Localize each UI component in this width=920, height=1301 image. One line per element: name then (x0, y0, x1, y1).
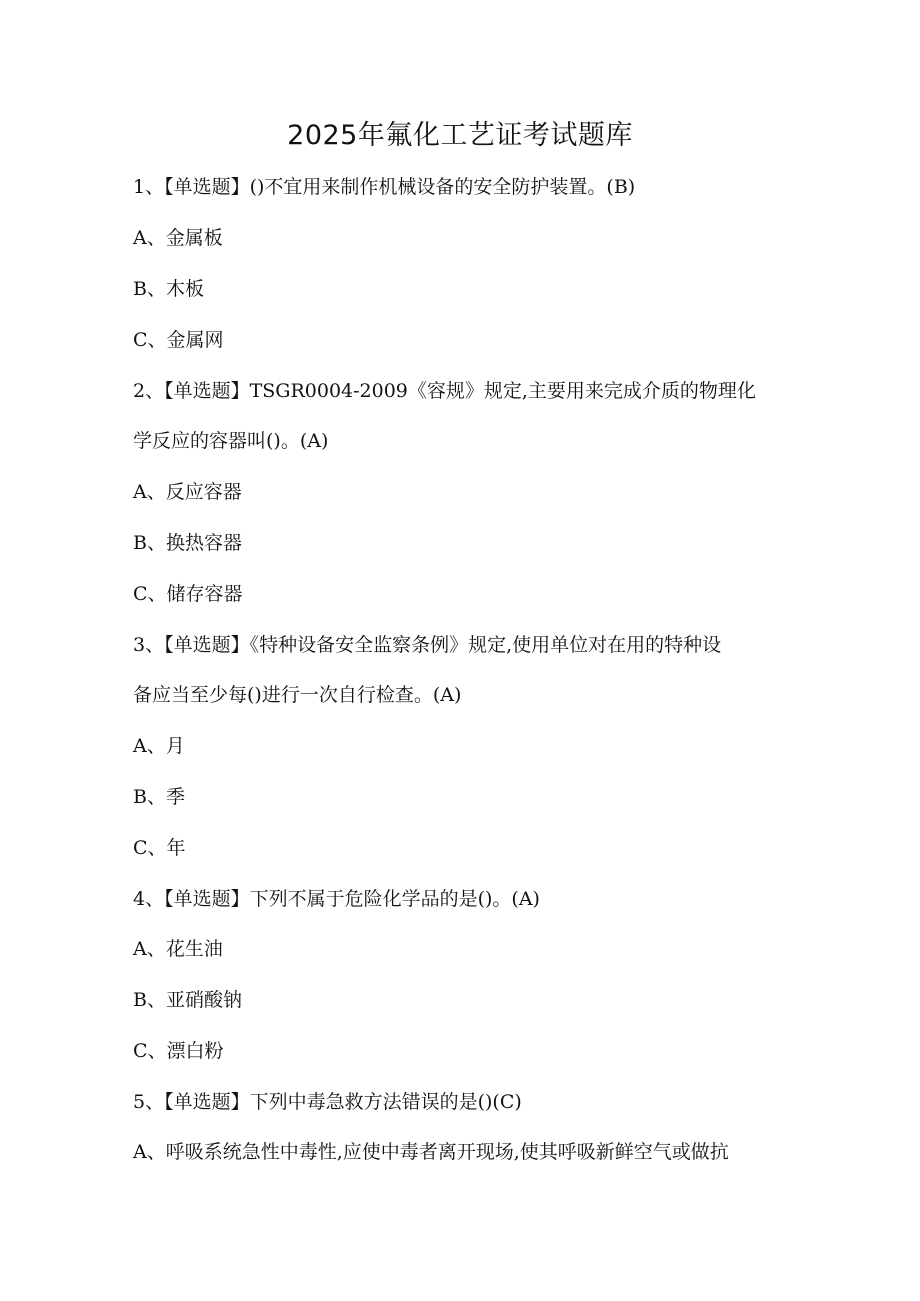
question-2-option-c: C、储存容器 (133, 583, 243, 605)
question-1-option-a: A、金属板 (133, 227, 223, 249)
question-1-option-c: C、金属网 (133, 329, 224, 351)
question-5-stem: 5、【单选题】下列中毒急救方法错误的是()(C) (133, 1091, 522, 1113)
question-4-option-a: A、花生油 (133, 938, 223, 960)
question-2-option-a: A、反应容器 (133, 481, 242, 503)
question-3-option-b: B、季 (133, 786, 185, 808)
question-2-stem-line-2: 学反应的容器叫()。(A) (133, 430, 329, 452)
question-3-option-c: C、年 (133, 837, 186, 859)
question-2-option-b: B、换热容器 (133, 532, 242, 554)
question-4-option-c: C、漂白粉 (133, 1040, 224, 1062)
document-title: 2025年氟化工艺证考试题库 (287, 120, 633, 151)
question-2-stem-line-1: 2、【单选题】TSGR0004-2009《容规》规定,主要用来完成介质的物理化 (133, 380, 756, 402)
question-1-stem: 1、【单选题】()不宜用来制作机械设备的安全防护装置。(B) (133, 176, 636, 198)
question-4-option-b: B、亚硝酸钠 (133, 989, 242, 1011)
question-5-option-a: A、呼吸系统急性中毒性,应使中毒者离开现场,使其呼吸新鲜空气或做抗 (133, 1141, 729, 1163)
question-3-option-a: A、月 (133, 735, 185, 757)
question-3-stem-line-2: 备应当至少每()进行一次自行检查。(A) (133, 684, 462, 706)
question-3-stem-line-1: 3、【单选题】《特种设备安全监察条例》规定,使用单位对在用的特种设 (133, 634, 722, 656)
question-1-option-b: B、木板 (133, 278, 204, 300)
question-4-stem: 4、【单选题】下列不属于危险化学品的是()。(A) (133, 888, 540, 910)
